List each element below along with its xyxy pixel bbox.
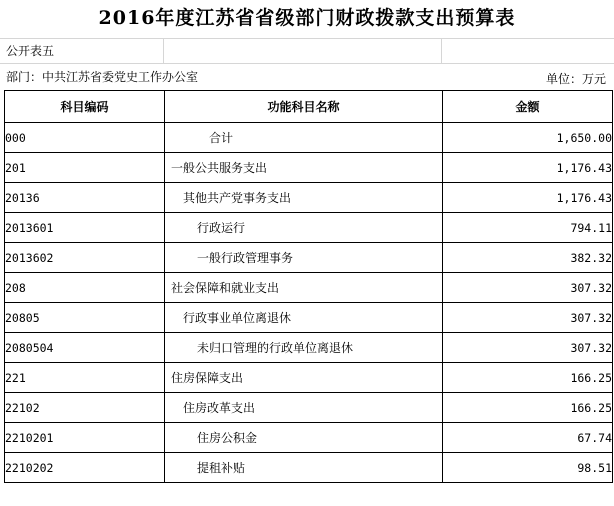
cell-name[interactable]: 行政事业单位离退休: [165, 303, 443, 333]
cell-code[interactable]: 2080504: [5, 333, 165, 363]
cell-amount[interactable]: 382.32: [443, 243, 613, 273]
cell-name[interactable]: 提租补贴: [165, 453, 443, 483]
cell-name[interactable]: 未归口管理的行政单位离退休: [165, 333, 443, 363]
budget-table: [4, 90, 613, 483]
cell-name[interactable]: 住房公积金: [165, 423, 443, 453]
cell-code[interactable]: 20805: [5, 303, 165, 333]
table-row: [5, 183, 613, 213]
cell-amount[interactable]: 166.25: [443, 393, 613, 423]
cell-code[interactable]: 22102: [5, 393, 165, 423]
cell-code[interactable]: 000: [5, 123, 165, 153]
table-row: [5, 363, 613, 393]
cell-code[interactable]: 201: [5, 153, 165, 183]
table-row: [5, 453, 613, 483]
table-row: [5, 423, 613, 453]
table-body: [5, 123, 613, 483]
cell-name[interactable]: 住房保障支出: [165, 363, 443, 393]
cell-amount[interactable]: 1,650.00: [443, 123, 613, 153]
cell-name[interactable]: 行政运行: [165, 213, 443, 243]
column-header-code: 科目编码: [5, 91, 165, 123]
cell-code[interactable]: 2013601: [5, 213, 165, 243]
cell-code[interactable]: 2013602: [5, 243, 165, 273]
page-title: 2016年度江苏省省级部门财政拨款支出预算表: [98, 7, 516, 29]
sheet-label-row: [0, 38, 614, 64]
department-row: [0, 64, 614, 90]
column-header-name: 功能科目名称: [165, 91, 443, 123]
department-label: 部门：中共江苏省委党史工作办公室: [6, 70, 199, 84]
table-row: [5, 243, 613, 273]
cell-amount[interactable]: 307.32: [443, 303, 613, 333]
sheet-empty-cell[interactable]: [164, 39, 442, 63]
table-row: [5, 333, 613, 363]
unit-label: 单位：万元: [545, 72, 606, 86]
cell-amount[interactable]: 67.74: [443, 423, 613, 453]
cell-code[interactable]: 2210201: [5, 423, 165, 453]
cell-amount[interactable]: 166.25: [443, 363, 613, 393]
table-row: [5, 123, 613, 153]
table-row: [5, 153, 613, 183]
table-row: [5, 303, 613, 333]
table-row: [5, 273, 613, 303]
cell-name[interactable]: 合计: [165, 123, 443, 153]
cell-code[interactable]: 2210202: [5, 453, 165, 483]
cell-amount[interactable]: 1,176.43: [443, 153, 613, 183]
cell-name[interactable]: 社会保障和就业支出: [165, 273, 443, 303]
cell-name[interactable]: 一般行政管理事务: [165, 243, 443, 273]
cell-name[interactable]: 一般公共服务支出: [165, 153, 443, 183]
sheet-label[interactable]: 公开表五: [0, 39, 164, 63]
cell-amount[interactable]: 98.51: [443, 453, 613, 483]
cell-amount[interactable]: 794.11: [443, 213, 613, 243]
cell-code[interactable]: 208: [5, 273, 165, 303]
cell-code[interactable]: 20136: [5, 183, 165, 213]
cell-amount[interactable]: 307.32: [443, 333, 613, 363]
cell-amount[interactable]: 307.32: [443, 273, 613, 303]
cell-code[interactable]: 221: [5, 363, 165, 393]
table-row: [5, 393, 613, 423]
table-row: [5, 213, 613, 243]
cell-amount[interactable]: 1,176.43: [443, 183, 613, 213]
cell-name[interactable]: 住房改革支出: [165, 393, 443, 423]
table-header-row: [5, 91, 613, 123]
sheet-empty-cell[interactable]: [442, 39, 614, 63]
cell-name[interactable]: 其他共产党事务支出: [165, 183, 443, 213]
column-header-amount: 金额: [443, 91, 613, 123]
